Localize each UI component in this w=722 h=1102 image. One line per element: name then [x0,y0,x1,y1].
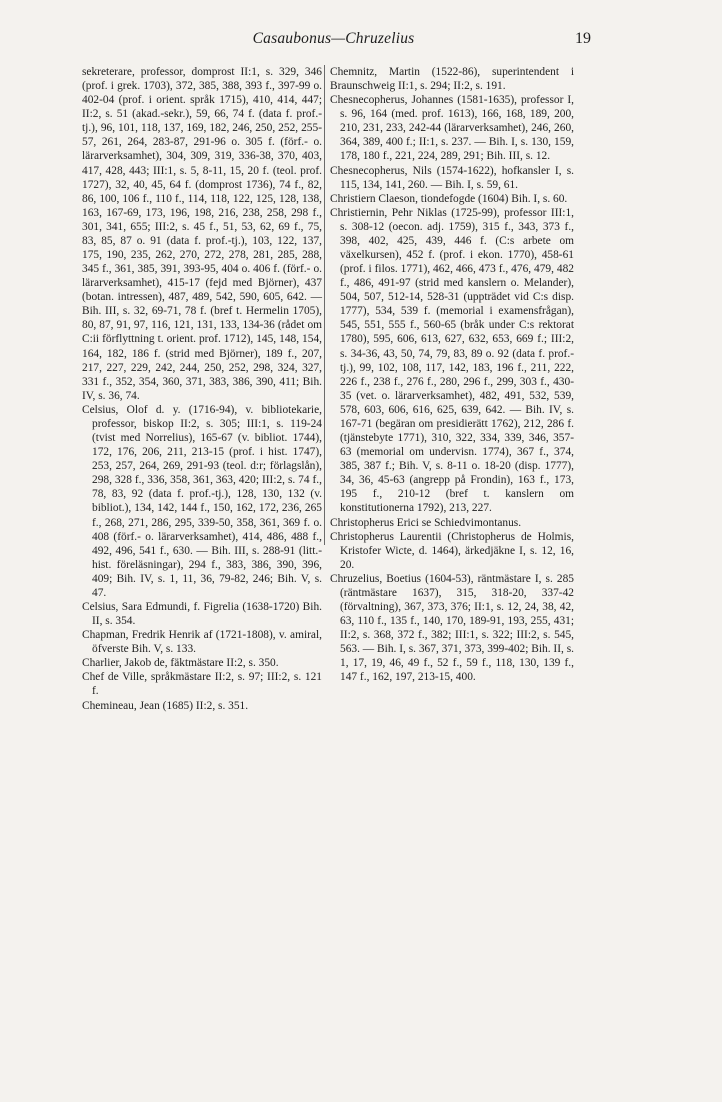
index-entry: Chemineau, Jean (1685) II:2, s. 351. [82,699,249,712]
left-column [82,65,322,713]
index-entry: Chapman, Fredrik Henrik af (1721-1808), v. amiral, öfverste Bih. V, s. 133. [82,629,322,656]
index-entry: Christopherus Laurentii (Christopherus de Holmis, Kristofer Wicte, d. 1464), ärkedjäkne I, s. 12, 16, 20. [330,530,574,571]
index-entry: Chesnecopherus, Nils (1574-1622), hofkansler I, s. 115, 134, 141, 260. — Bih. I, s. 59, 61. [330,164,574,191]
page-header [80,30,591,52]
index-entry: Chesnecopherus, Johannes (1581-1635), professor I, s. 96, 164 (med. prof. 1613), 166, 168, 189, 200, 210, 231, 233, 242-44 (lärarverksamhet), 246, 260, 364, 389, 400 f.; II:1, s. 237. — Bih. I, s. 130, 159, 178, 180 f., 221, 224, 289, 291; Bih. III, s. 12. [330,94,574,163]
index-entry: Christopherus Erici se Schiedvimontanus. [330,516,522,529]
index-entry: Celsius, Sara Edmundi, f. Figrelia (1638-1720) Bih. II, s. 354. [82,600,322,628]
index-entry: Chef de Ville, språkmästare II:2, s. 97; III:2, s. 121 f. [82,671,322,698]
index-entry: sekreterare, professor, domprost II:1, s. 329, 346 (prof. i grek. 1703), 372, 385, 388, 393 f., 397-99 o. 402-04 (prof. i orient. språk 1715), 410, 414, 447; II:2, s. 51 (akad.-sekr.), 59, 66, 74 f. (data f. prof.-tj.), 96, 101, 118, 137, 169, 182, 246, 250, 252, 255-57, 261, 264, 283-87, 291-96 o. 305 f. (förf.- o. lärarverksamhet), 304, 309, 319, 336-38, 370, 403, 417, 428, 443; III:1, s. 5, 8-11, 15, 20 f. (teol. prof. 1727), 32, 40, 45, 64 f. (domprost 1736), 74 f., 82, 86, 100, 106 f., 110 f., 114, 118, 122, 125, 128, 138, 163, 167-69, 173, 196, 198, 216, 238, 258, 298 f., 301, 341, 655; III:2, s. 45 f., 51, 53, 62, 69 f., 75, 83, 85, 87 o. 91 (data f. prof.-tj.), 103, 122, 137, 175, 190, 235, 262, 270, 272, 278, 281, 285, 288, 345 f., 361, 385, 391, 393-95, 404 o. 406 f. (förf.- o. lärarverksamhet), 415-17 (fejd med Björner), 437 (botan. intressen), 487, 489, 542, 590, 605, 642. — Bih. III, s. 32, 69-71, 78 f. (bref t. Hermelin 1705), 80, 87, 91, 97, 116, 121, 131, 133, 134-36 (rådet om C:ii förflyttning t. orient. prof. 1712), 145, 148, 154, 164, 182, 186 f. (strid med Björner), 189 f., 207, 217, 227, 229, 242, 244, 250, 252, 298, 324, 327, 331 f., 352, 354, 360, 371, 383, 386, 390, 411; Bih. IV, s. 36, 74. [82,66,322,402]
index-entry: Chemnitz, Martin (1522-86), superintendent i Braunschweig II:1, s. 294; II:2, s. 191. [330,66,574,93]
column-divider [324,65,325,545]
index-entry: Christiernin, Pehr Niklas (1725-99), professor III:1, s. 308-12 (oecon. adj. 1759), 315 f., 343, 373 f., 398, 402, 425, 439, 446 f. (C:s arbete om växelkursen), 452 f. (prof. i ekon. 1770), 458-61 (prof. i filos. 1771), 462, 466, 473 f., 476, 479, 482 f., 486, 491-97 (strid med kanslern o. Melander), 504, 507, 512-14, 528-31 (uppträdet vid C:s disp. 1777), 534, 539 f. (memorial i examensfrågan), 545, 551, 555 f., 560-65 (bråk under C:s rektorat 1780), 595, 606, 613, 627, 632, 653, 669 f.; III:2, s. 34-36, 43, 50, 74, 79, 83, 89 o. 92 (data f. prof.-tj.), 99, 102, 108, 117, 142, 183, 196 f., 211, 222, 226 f., 238 f., 276 f., 280, 296 f., 299, 303 f., 430-35 (vet. o. lärarverksamhet), 482, 491, 532, 539, 578, 603, 606, 616, 625, 639, 642. — Bih. IV, s. 167-71 (begäran om presidierätt 1762), 212, 286 f. (tjänstebyte 1771), 310, 322, 334, 339, 346, 357-63 (memorial om undervisn. 1774), 367 f., 374, 385, 387 f.; Bih. V, s. 8-11 o. 18-20 (disp. 1777), 34, 36, 45-63 (angrepp på Frondin), 163 f., 173, 195 f., 210-12 (bref t. kanslern om konstitutionerna 1792), 213, 227. [330,206,574,515]
index-entry: Celsius, Olof d. y. (1716-94), v. bibliotekarie, professor, biskop II:2, s. 305; III:1, s. 119-24 (tvist med Norrelius), 165-67 (v. bibliot. 1744), 172, 176, 206, 211, 213-15 (prof. i hist. 1747), 253, 257, 264, 269, 291-93 (teol. d:r; förlagslån), 298, 328 f., 336, 358, 361, 363, 420; III:2, s. 74 f., 78, 83, 92 (data f. prof.-tj.), 128, 130, 132 (v. bibliot.), 134, 142, 144 f., 150, 162, 172, 236, 265 f., 268, 271, 286, 295, 339-50, 358, 361, 369 f. o. 408 (förf.- o. lärarverksamhet), 414, 486, 488 f., 492, 496, 541 f., 630. — Bih. III, s. 288-91 (litt.-hist. föreläsningar), 294 f., 383, 386, 390, 396, 409; Bih. IV, s. 1, 11, 36, 79-82, 246; Bih. V, s. 47. [82,403,322,599]
index-entry: Chruzelius, Boetius (1604-53), räntmästare I, s. 285 (räntmästare 1637), 315, 318-20, 337-42 (förvaltning), 367, 373, 376; II:1, s. 12, 24, 38, 42, 63, 110 f., 135 f., 140, 170, 189-91, 193, 255, 431; II:2, s. 368, 372 f., 382; III:1, s. 322; III:2, s. 545, 563. — Bih. I, s. 367, 371, 373, 399-402; Bih. II, s. 1, 17, 19, 46, 49 f., 52 f., 59 f., 118, 130, 139 f., 147 f., 162, 197, 213-15, 400. [330,572,574,684]
index-entry: Christiern Claeson, tiondefogde (1604) Bih. I, s. 60. [330,192,568,205]
page-number: 19 [575,30,591,47]
right-column [330,65,574,684]
index-entry: Charlier, Jakob de, fäktmästare II:2, s. 350. [82,657,279,670]
running-title: Casaubonus—Chruzelius [252,30,415,47]
